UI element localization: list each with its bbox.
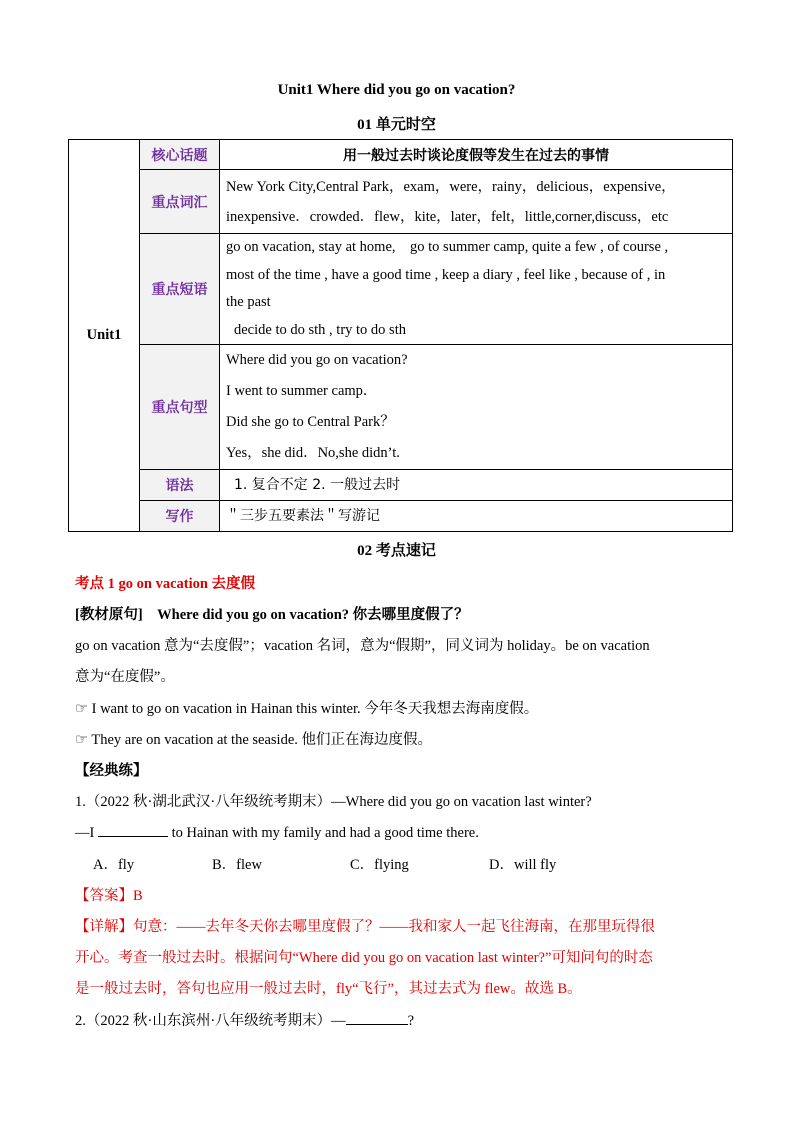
- original-sentence: [75, 603, 469, 624]
- question-2-stem: [75, 1009, 414, 1030]
- explanation-detail: 是一般过去时，答句也应用一般过去时，fly“飞行”，其过去式为 flew。故选 B。: [75, 981, 582, 997]
- phrase-line: most of the time , have a good time , keep a diary , feel like , because of , in: [226, 266, 666, 283]
- vocab-content: [220, 170, 733, 234]
- vocab-line: inexpensive．crowded．flew，kite，later，felt，little,corner,discuss，etc: [226, 208, 669, 225]
- table-row: [69, 234, 733, 345]
- option-c[interactable]: C．flying: [350, 857, 409, 873]
- practice-label: 【经典练】: [75, 763, 148, 779]
- explanation-line: go on vacation 意为“去度假”；vacation 名词，意为“假期”，同义词为 holiday。be on vacation: [75, 638, 650, 654]
- question-1-options: [93, 853, 556, 874]
- row-label: 写作: [140, 501, 220, 532]
- vocab-line: New York City,Central Park，exam，were，rainy，delicious，expensive，: [226, 178, 676, 195]
- q2-end: ?: [407, 1013, 415, 1029]
- table-row: [69, 345, 733, 470]
- row-label: 语法: [140, 470, 220, 501]
- table-row: [69, 170, 733, 234]
- option-d[interactable]: D．will fly: [489, 857, 557, 873]
- row-label: 核心话题: [140, 140, 220, 170]
- original-tag: [教材原句]: [75, 607, 143, 623]
- q1-prefix: —I: [75, 825, 95, 841]
- q2-text: 2.（2022 秋·山东滨州·八年级统考期末）—: [75, 1013, 346, 1029]
- row-label: 重点句型: [140, 345, 220, 470]
- sentence-line: Where did you go on vacation?: [226, 352, 408, 368]
- core-topic: 用一般过去时谈论度假等发生在过去的事情: [220, 140, 733, 170]
- point-heading: 考点 1 go on vacation 去度假: [75, 576, 256, 592]
- q1-blank[interactable]: [98, 822, 168, 837]
- option-b[interactable]: B．flew: [212, 857, 262, 873]
- q2-blank[interactable]: [346, 1010, 408, 1025]
- section-heading-1: 01 单元时空: [357, 117, 436, 133]
- original-text: Where did you go on vacation? 你去哪里度假了？: [157, 607, 469, 623]
- example-sentence: ☞ I want to go on vacation in Hainan this winter. 今年冬天我想去海南度假。: [75, 701, 539, 717]
- sentence-line: I went to summer camp．: [226, 383, 378, 399]
- q1-suffix: to Hainan with my family and had a good time there.: [171, 825, 479, 841]
- question-1-line2: [75, 822, 479, 842]
- phrase-line: decide to do sth , try to do sth: [234, 321, 406, 338]
- sentence-line: Yes，she did．No,she didn’t.: [226, 445, 400, 461]
- row-label: 重点短语: [140, 234, 220, 345]
- unit-cell: Unit1: [69, 140, 140, 532]
- row-label: 重点词汇: [140, 170, 220, 234]
- table-row: [69, 140, 733, 170]
- phrase-content: [220, 234, 733, 345]
- answer: 【答案】B: [75, 888, 143, 904]
- explanation-line: 意为“在度假”。: [75, 669, 175, 685]
- option-a[interactable]: A．fly: [93, 857, 135, 873]
- sentence-content: [220, 345, 733, 470]
- explanation-detail: 开心。考查一般过去时。根据问句“Where did you go on vacation last winter?”可知问句的时态: [75, 950, 653, 966]
- phrase-line: the past: [226, 294, 271, 310]
- example-sentence: ☞ They are on vacation at the seaside. 他们正在海边度假。: [75, 732, 433, 748]
- explanation-detail: 【详解】句意：——去年冬天你去哪里度假了？——我和家人一起飞往海南，在那里玩得很: [75, 919, 655, 935]
- grammar-content: 1. 复合不定 2. 一般过去时: [220, 470, 733, 501]
- sentence-line: Did she go to Central Park？: [226, 414, 395, 430]
- section-heading-2: 02 考点速记: [357, 543, 436, 559]
- question-1-stem: 1.（2022 秋·湖北武汉·八年级统考期末）—Where did you go on vacation last winter?: [75, 794, 592, 810]
- writing-content: ＂三步五要素法＂写游记: [220, 501, 733, 532]
- unit-overview-table: [68, 139, 733, 532]
- table-row: [69, 501, 733, 532]
- table-row: [69, 470, 733, 501]
- phrase-line: go on vacation, stay at home, go to summer camp, quite a few , of course ,: [226, 239, 669, 255]
- page-title: Unit1 Where did you go on vacation?: [277, 82, 516, 98]
